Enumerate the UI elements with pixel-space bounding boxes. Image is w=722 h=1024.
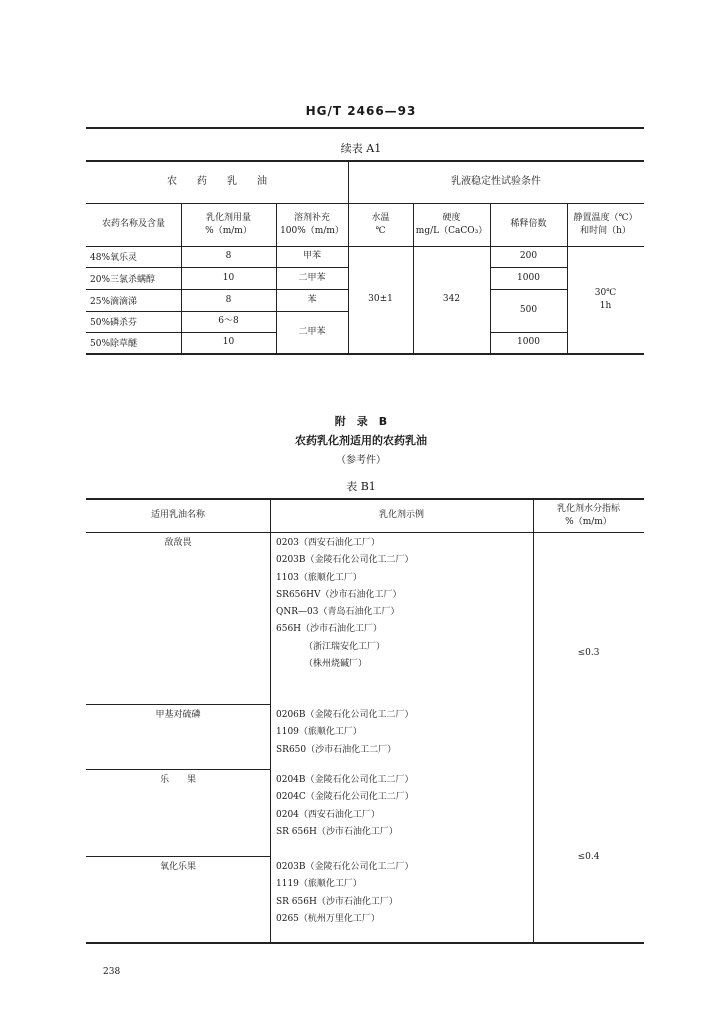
emulsifier-item: SR 656H（沙市石油化工厂） bbox=[276, 896, 398, 907]
hardness-cell: 342 bbox=[442, 294, 461, 305]
b1-col-header-emulsifier: 乳化剂示例 bbox=[378, 510, 424, 521]
emulsifier-item: QNR—03（青岛石油化工厂） bbox=[276, 607, 400, 618]
appendix-title: 附 录 B bbox=[334, 415, 388, 428]
dose-cell: 10 bbox=[222, 272, 235, 283]
dilution-cell: 1000 bbox=[517, 337, 540, 348]
emulsifier-item: （株州烧碱厂） bbox=[304, 659, 368, 670]
solvent-cell: 二甲苯 bbox=[298, 272, 326, 283]
pesticide-name-cell: 50%除草醚 bbox=[90, 339, 138, 349]
table-a1-caption: 续表 A1 bbox=[340, 142, 382, 155]
table-b1-rule bbox=[533, 498, 534, 943]
header-rule bbox=[86, 127, 644, 129]
table-b1-rule bbox=[86, 532, 644, 533]
dilution-cell: 1000 bbox=[517, 272, 540, 283]
dilution-cell: 500 bbox=[519, 305, 538, 316]
dose-cell: 8 bbox=[225, 294, 232, 305]
pesticide-name-cell: 25%滴滴涕 bbox=[90, 296, 138, 307]
dose-cell: 10 bbox=[222, 337, 235, 348]
dose-cell: 6～8 bbox=[218, 316, 239, 327]
emulsifier-item: 656H（沙市石油化工厂） bbox=[276, 624, 383, 635]
emulsifier-item: SR 656H（沙市石油化工厂） bbox=[276, 826, 398, 837]
dilution-cell: 200 bbox=[519, 251, 538, 262]
emulsion-name-cell: 乐 果 bbox=[159, 774, 196, 785]
col-header-standing: 静置温度（℃） 和时间（h） bbox=[573, 213, 638, 236]
solvent-cell: 二甲苯 bbox=[298, 326, 326, 337]
emulsifier-item: 0203B（金陵石化公司化工二厂） bbox=[276, 862, 414, 872]
emulsifier-item: 1119（旅顺化工厂） bbox=[276, 879, 362, 890]
standing-cell: 30℃ 1h bbox=[594, 288, 617, 311]
emulsifier-item: 0204C（金陵石化公司化工二厂） bbox=[276, 792, 414, 803]
table-b1-caption: 表 B1 bbox=[346, 480, 376, 493]
emulsifier-item: 1109（旅顺化工厂） bbox=[276, 727, 362, 738]
b1-col-header-emulsion: 适用乳油名称 bbox=[150, 510, 205, 521]
emulsion-name-cell: 敌敌畏 bbox=[164, 537, 192, 548]
moisture-value: ≤0.3 bbox=[577, 647, 600, 658]
solvent-cell: 甲苯 bbox=[302, 251, 321, 262]
table-b1-rule bbox=[86, 704, 271, 705]
moisture-value: ≤0.4 bbox=[577, 851, 600, 862]
b1-col-header-moisture: 乳化剂水分指标 %（m/m） bbox=[556, 504, 620, 527]
appendix-subtitle: 农药乳化剂适用的农药乳油 bbox=[295, 434, 427, 447]
appendix-note: （参考件） bbox=[336, 455, 386, 466]
emulsifier-item: 0203（西安石油化工厂） bbox=[276, 538, 380, 548]
standard-code-header: HG/T 2466—93 bbox=[305, 104, 417, 118]
table-b1-rule bbox=[86, 769, 271, 770]
table-b1-rule bbox=[86, 942, 644, 944]
emulsifier-list bbox=[276, 707, 414, 759]
emulsion-name-cell: 氧化乐果 bbox=[159, 861, 196, 872]
table-a1-rule bbox=[86, 353, 644, 355]
col-header-hardness: 硬度 mg/L（CaCO₃） bbox=[415, 213, 488, 236]
emulsifier-item: 0204B（金陵石化公司化工二厂） bbox=[276, 775, 414, 785]
emulsifier-item: 0204（西安石油化工厂） bbox=[276, 809, 380, 820]
page-number: 238 bbox=[103, 967, 121, 977]
water-temp-cell: 30±1 bbox=[368, 294, 393, 305]
emulsifier-item: 0203B（金陵石化公司化工二厂） bbox=[276, 555, 414, 566]
col-header-solvent: 溶剂补充 100%（m/m） bbox=[280, 213, 344, 236]
emulsifier-list bbox=[276, 535, 414, 673]
emulsion-name-cell: 甲基对硫磷 bbox=[155, 709, 201, 720]
pesticide-name-cell: 50%磷杀芬 bbox=[90, 318, 138, 328]
table-b1-rule bbox=[86, 856, 271, 857]
col-header-name: 农药名称及含量 bbox=[101, 219, 165, 230]
emulsifier-item: SR656HV（沙市石油化工厂） bbox=[276, 589, 402, 600]
pesticide-name-cell: 20%三氯杀螨醇 bbox=[90, 274, 156, 285]
table-b1-rule bbox=[270, 498, 271, 943]
emulsifier-list bbox=[276, 772, 414, 841]
group-header-test-conditions: 乳液稳定性试验条件 bbox=[451, 175, 541, 187]
solvent-cell: 苯 bbox=[307, 294, 317, 305]
col-header-dose: 乳化剂用量 %（m/m） bbox=[205, 213, 252, 236]
emulsifier-item: （浙江瑞安化工厂） bbox=[304, 641, 386, 652]
emulsifier-item: SR650（沙市石油化工二厂） bbox=[276, 744, 397, 755]
pesticide-name-cell: 48%氧乐灵 bbox=[90, 253, 138, 263]
emulsifier-item: 0265（杭州万里化工厂） bbox=[276, 913, 380, 924]
col-header-dilution: 稀释倍数 bbox=[510, 219, 547, 230]
emulsifier-item: 1103（旅顺化工厂） bbox=[276, 572, 362, 583]
group-header-pesticide: 农 药 乳 油 bbox=[167, 175, 267, 187]
emulsifier-item: 0206B（金陵石化公司化工二厂） bbox=[276, 710, 414, 720]
col-header-water-temp: 水温 ℃ bbox=[371, 213, 390, 236]
emulsifier-list bbox=[276, 859, 414, 928]
dose-cell: 8 bbox=[225, 251, 232, 262]
